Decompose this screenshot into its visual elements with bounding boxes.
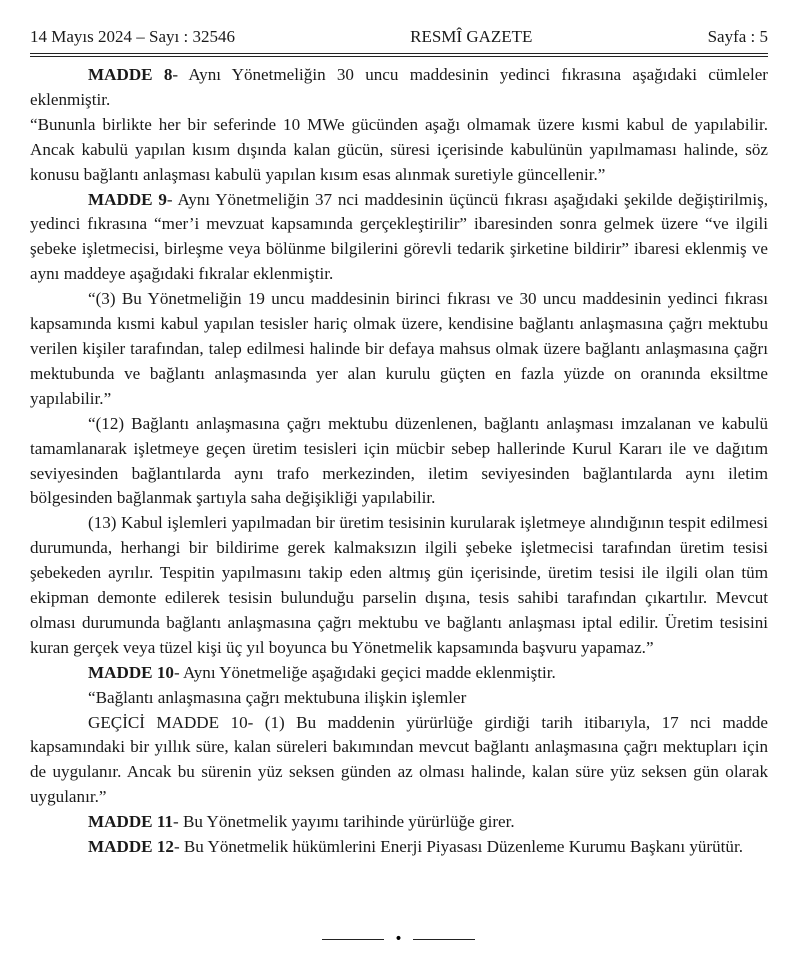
madde9-clause-12: “(12) Bağlantı anlaşmasına çağrı mektubu düzenlenen, bağlantı anlaşması imzalanan ve kabulü tamamlanarak işletmeye geçen üretim tesisleri için mücbir sebep hallerinde Kurul Kararı ile ve dağıtım seviyesinden bağlantılarda aynı trafo merkezinden, iletim seviyesinden bağlantılarda aynı iletim bölgesinden bağlanmak şartıyla saha değişikliği yapılabilir. xyxy=(30,413,768,508)
madde12-label: MADDE 12 xyxy=(88,837,174,857)
page-header xyxy=(30,24,768,50)
madde11-label: MADDE 11 xyxy=(88,812,173,832)
madde9-clause-13: (13) Kabul işlemleri yapılmadan bir üretim tesisinin kurularak işletmeye alındığının tespit edilmesi durumunda, herhangi bir bildirime gerek kalmaksızın ilgili şebeke işletmecisi tarafından üretim tesisi şebekeden ayrılır. Tespitin yapılmasını takip eden altmış gün içerisinde, üretim tesisi ile ilgili olan tüm ekipman demonte edilerek tesisin bulunduğu parselin dışına, tesis sahibi tarafından çıkartılır. Mevcut olması durumunda bağlantı anlaşmasına çağrı mektubu ve bağlantı anlaşması iptal edilir. Üretim tesisini kuran gerçek veya tüzel kişi üç yıl boyunca bu Yönetmelik kapsamında başvuru yapamaz.” xyxy=(30,513,768,657)
madde10-label: MADDE 10 xyxy=(88,662,174,682)
madde9-text: - Aynı Yönetmeliğin 37 nci maddesinin üçüncü fıkrası aşağıdaki şekilde değiştirilmiş, yedinci fıkrasına “mer’i mevzuat kapsamında gerçekleştirilir” ibaresinden sonra gelmek üzere “ve ilgili şebeke işletmecisi, birleşme veya bölünme bilgilerini görevli tedarik şirketine bildirir” ibaresi eklenmiş ve aynı maddeye aşağıdaki fıkralar eklenmiştir. xyxy=(30,189,768,284)
gazette-title: RESMÎ GAZETE xyxy=(410,27,533,46)
end-of-section-mark xyxy=(0,932,797,946)
madde8-text: - Aynı Yönetmeliğin 30 uncu maddesinin yedinci fıkrasına aşağıdaki cümleler eklenmiştir. xyxy=(30,65,768,109)
madde8-label: MADDE 8 xyxy=(88,65,173,84)
issue-date-number: 14 Mayıs 2024 – Sayı : 32546 xyxy=(30,27,235,46)
madde9-paragraph xyxy=(30,188,768,288)
page-number: Sayfa : 5 xyxy=(707,27,768,46)
gecici-madde-text: (1) Bu maddenin yürürlüğe girdiği tarih itibarıyla, 17 nci madde kapsamındaki bir yıllık süre, kalan süreleri bakımından mevcut bağlantı anlaşmasına çağrı mektupları için de uygulanır. Ancak bu sürenin yüz seksen günden az olması halinde, kalan süre yüz seksen gün olarak uygulanır.” xyxy=(30,712,769,807)
footer-dash-left xyxy=(322,939,384,940)
madde10-heading: “Bağlantı anlaşmasına çağrı mektubuna ilişkin işlemler xyxy=(88,687,467,707)
gecici-madde-label: GEÇİCİ MADDE 10- xyxy=(88,712,254,732)
header-double-rule xyxy=(30,53,768,57)
madde10-text: - Aynı Yönetmeliğe aşağıdaki geçici madde eklenmiştir. xyxy=(173,662,556,682)
madde11-paragraph xyxy=(30,810,768,835)
footer-dash-right xyxy=(413,939,475,940)
madde10-paragraph xyxy=(30,661,768,686)
document-body xyxy=(30,63,768,860)
madde8-quote: “Bununla birlikte her bir seferinde 10 MWe gücünden aşağı olmamak üzere kısmi kabul de yapılabilir. Ancak kabulü yapılan kısım dışında kalan gücün, süresi içerisinde kabulünün yapılmaması halinde, söz konusu bağlantı anlaşması kabulü yapılan kısım esas alınmak suretiyle güncellenir.” xyxy=(30,114,768,184)
madde8-paragraph xyxy=(30,63,768,113)
madde12-text: - Bu Yönetmelik hükümlerini Enerji Piyasası Düzenleme Kurumu Başkanı yürütür. xyxy=(173,837,743,857)
gecici-madde-10 xyxy=(30,711,768,811)
madde11-text: - Bu Yönetmelik yayımı tarihinde yürürlüğe girer. xyxy=(173,812,515,832)
footer-bullet: • xyxy=(394,931,403,947)
madde9-clause-3: “(3) Bu Yönetmeliğin 19 uncu maddesinin birinci fıkrası ve 30 uncu maddesinin yedinci fıkrası kapsamında kısmi kabul yapılan tesisler hariç olmak üzere, kendisine bağlantı anlaşmasına çağrı mektubu verilen kişiler tarafından, talep edilmesi halinde bir defaya mahsus olmak üzere bağlantı anlaşmasına çağrı mektubunda ve bağlantı anlaşmasında yer alan kurulu güçten en fazla yüzde on oranında eksiltme yapılabilir.” xyxy=(30,289,768,408)
madde12-paragraph xyxy=(30,835,768,860)
madde9-label: MADDE 9 xyxy=(88,189,167,209)
gazette-page xyxy=(30,24,768,860)
